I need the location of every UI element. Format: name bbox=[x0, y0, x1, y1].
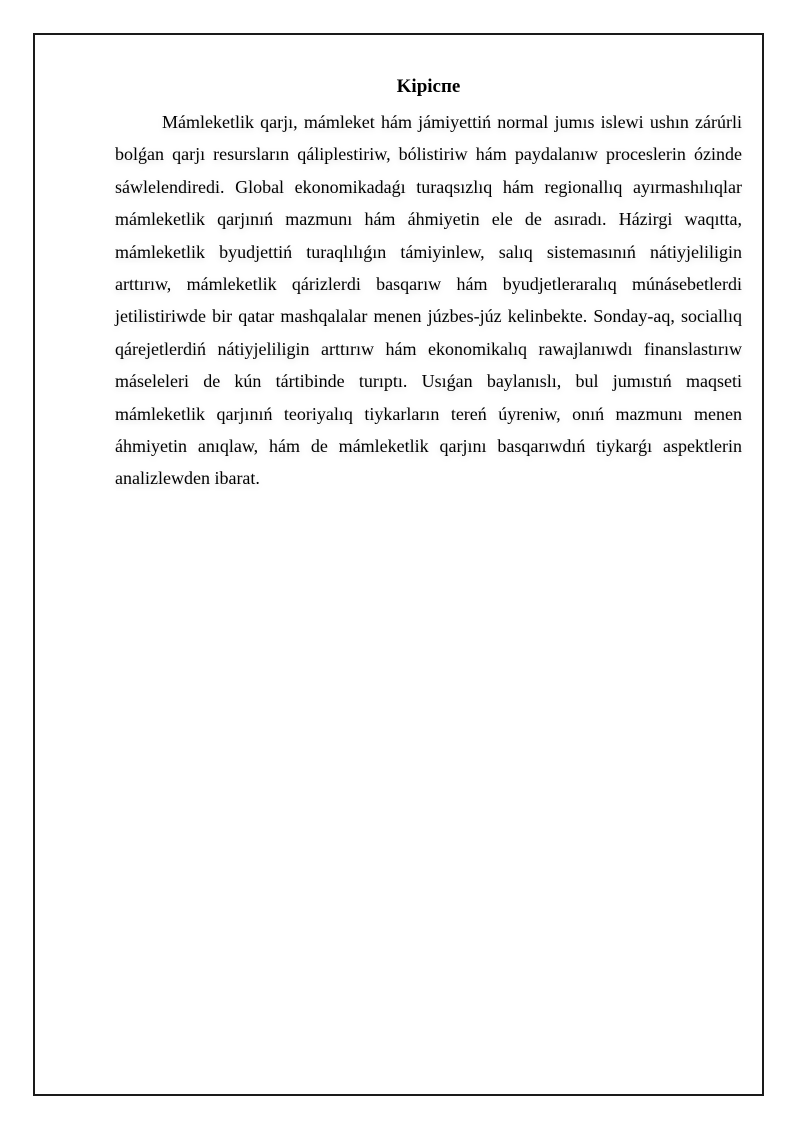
body-paragraph: Mámleketlik qarjı, mámleket hám jámiyettiń normal jumıs islewi ushın zárúrli bolǵan qarjı resursların qáliplestiriw, bólistiriw hám paydalanıw proceslerin ózinde sáwlelendiredi. Global ekonomikadaǵı turaqsızlıq hám regionallıq ayırmashılıqlar mámleketlik qarjınıń mazmunı hám áhmiyetin ele de asıradı. Házirgi waqıtta, mámleketlik byudjettiń turaqlılıǵın támiyinlew, salıq sistemasınıń nátiyjeliligin arttırıw, mámleketlik qárizlerdi basqarıw hám byudjetleraralıq múnásebetlerdi jetilistiriwde bir qatar mashqalalar menen júzbes-júz kelinbekte. Sonday-aq, sociallıq qárejetlerdiń nátiyjeliligin arttırıw hám ekonomikalıq rawajlanıwdı finanslastırıw máseleleri de kún tártibinde turıptı. Usıǵan baylanıslı, bul jumıstıń maqseti mámleketlik qarjınıń teoriyalıq tiykarların tereń úyreniw, onıń mazmunı menen áhmiyetin anıqlaw, hám de mámleketlik qarjını basqarıwdıń tiykarǵı aspektlerin analizlewden ibarat. bbox=[115, 112, 742, 489]
document-title: Kipicпe bbox=[396, 76, 461, 97]
